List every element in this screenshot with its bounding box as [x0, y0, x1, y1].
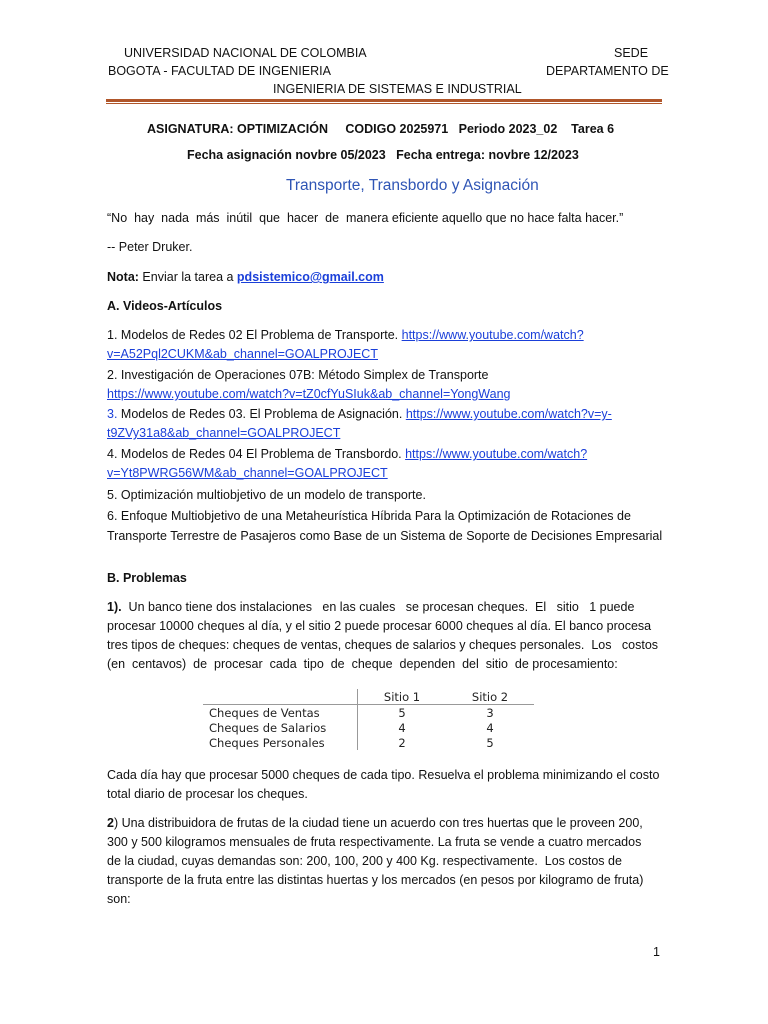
page-number: 1 — [653, 945, 660, 959]
video-link-4[interactable]: https://www.youtube.com/watch? — [405, 447, 588, 461]
video-link-1-cont[interactable]: v=A52Pql2CUKM&ab_channel=GOALPROJECT — [107, 347, 378, 361]
assignment-title: Transporte, Transbordo y Asignación — [286, 177, 539, 194]
table-cell: 4 — [358, 720, 447, 735]
header-university: UNIVERSIDAD NACIONAL DE COLOMBIA — [124, 46, 367, 60]
video-link-4-cont[interactable]: v=Yt8PWRG56WM&ab_channel=GOALPROJECT — [107, 466, 388, 480]
note-text: Enviar la tarea a — [138, 270, 237, 284]
item-text: Investigación de Operaciones 07B: Método Simplex de Transporte — [117, 368, 489, 382]
section-a-heading: A. Videos-Artículos — [107, 299, 223, 313]
problem-2-line: son: — [107, 892, 131, 906]
table-cell: 5 — [486, 735, 494, 750]
table-header: Sitio 2 — [446, 689, 534, 705]
item-text: Optimización multiobjetivo de un modelo de transporte. — [117, 488, 426, 502]
table-row — [203, 720, 534, 735]
problem-2-label: 2 — [107, 816, 114, 830]
note-line — [107, 267, 384, 287]
video-link-2[interactable]: https://www.youtube.com/watch?v=tZ0cfYuSIuk&ab_channel=YongWang — [107, 387, 511, 401]
section-b-heading: B. Problemas — [107, 571, 187, 585]
header-program: INGENIERIA DE SISTEMAS E INDUSTRIAL — [273, 82, 522, 96]
note-label: Nota: — [107, 270, 139, 284]
item-text: Modelos de Redes 03. El Problema de Asignación. — [117, 407, 406, 421]
problem-1-line — [107, 597, 634, 617]
table-cell: Cheques de Salarios — [209, 720, 327, 735]
table-header-row — [203, 689, 534, 705]
table-cell: 3 — [486, 705, 494, 720]
list-item — [107, 506, 631, 526]
list-item — [107, 365, 488, 385]
problem-1-line: procesar 10000 cheques al día, y el sitio 2 puede procesar 6000 cheques al día. El banco procesa — [107, 619, 652, 633]
table-cell: Cheques Personales — [209, 735, 325, 750]
item-number: 5. — [107, 488, 118, 502]
table-row — [203, 735, 534, 750]
header-rule-thin — [106, 103, 662, 104]
problem-1-label: 1). — [107, 600, 122, 614]
table-cell: 2 — [358, 735, 447, 750]
video-link-3-cont[interactable]: t9ZVy31a8&ab_channel=GOALPROJECT — [107, 426, 341, 440]
quote-text: “No hay nada más inútil que hacer de manera eficiente aquello que no hace falta hacer.” — [107, 211, 624, 225]
table-row — [203, 705, 534, 721]
table-cell: 5 — [358, 705, 447, 721]
problem-2-line: 300 y 500 kilogramos mensuales de fruta respectivamente. La fruta se vende a cuatro mercados — [107, 835, 642, 849]
item-text: Enfoque Multiobjetivo de una Metaheurística Híbrida Para la Optimización de Rotaciones de — [117, 509, 631, 523]
list-item — [107, 325, 584, 345]
table-header: Sitio 1 — [358, 689, 447, 705]
dates-line: Fecha asignación novbre 05/2023 Fecha entrega: novbre 12/2023 — [187, 148, 579, 162]
problem-1-after: Cada día hay que procesar 5000 cheques de cada tipo. Resuelva el problema minimizando el costo — [107, 768, 660, 782]
quote-author: -- Peter Druker. — [107, 240, 193, 254]
list-item — [107, 404, 612, 424]
problem-2-line: de la ciudad, cuyas demandas son: 200, 100, 200 y 400 Kg. respectivamente. Los costos de — [107, 854, 622, 868]
table-header — [203, 689, 358, 705]
item-number: 4. — [107, 447, 118, 461]
item-number: 6. — [107, 509, 118, 523]
header-department: DEPARTAMENTO DE — [546, 64, 669, 78]
header-rule-thick — [106, 99, 662, 102]
problem-2-text: ) Una distribuidora de frutas de la ciudad tiene un acuerdo con tres huertas que le proveen 200, — [113, 816, 643, 830]
problem-1-line: tres tipos de cheques: cheques de ventas, cheques de salarios y cheques personales. Los costos — [107, 638, 659, 652]
problem-2-line: transporte de la fruta entre las distintas huertas y los mercados (en pesos por kilogramo de fruta) — [107, 873, 644, 887]
video-link-1[interactable]: https://www.youtube.com/watch? — [401, 328, 584, 342]
list-item — [107, 444, 587, 464]
item-number: 1. — [107, 328, 118, 342]
item-number: 2. — [107, 368, 118, 382]
list-item-cont: Transporte Terrestre de Pasajeros como Base de un Sistema de Soporte de Decisiones Empresarial — [107, 529, 663, 543]
subject-line: ASIGNATURA: OPTIMIZACIÓN CODIGO 2025971 Periodo 2023_02 Tarea 6 — [147, 122, 615, 136]
problem-1-after: total diario de procesar los cheques. — [107, 787, 308, 801]
header-sede: SEDE — [614, 46, 649, 60]
table-cell: 4 — [486, 720, 494, 735]
problem-1-text: Un banco tiene dos instalaciones en las cuales se procesan cheques. El sitio 1 puede — [121, 600, 635, 614]
video-link-3[interactable]: https://www.youtube.com/watch?v=y- — [405, 407, 612, 421]
item-text: Modelos de Redes 04 El Problema de Transbordo. — [117, 447, 406, 461]
problem-2-line — [107, 813, 643, 833]
header-faculty: BOGOTA - FACULTAD DE INGENIERIA — [108, 64, 331, 78]
problem-1-line: (en centavos) de procesar cada tipo de cheque dependen del sitio de procesamiento: — [107, 657, 618, 671]
item-number: 3. — [107, 407, 118, 421]
cost-table — [203, 689, 534, 750]
table-cell: Cheques de Ventas — [209, 705, 320, 720]
email-link[interactable]: pdsistemico@gmail.com — [236, 270, 384, 284]
item-text: Modelos de Redes 02 El Problema de Transporte. — [117, 328, 402, 342]
list-item — [107, 485, 426, 505]
